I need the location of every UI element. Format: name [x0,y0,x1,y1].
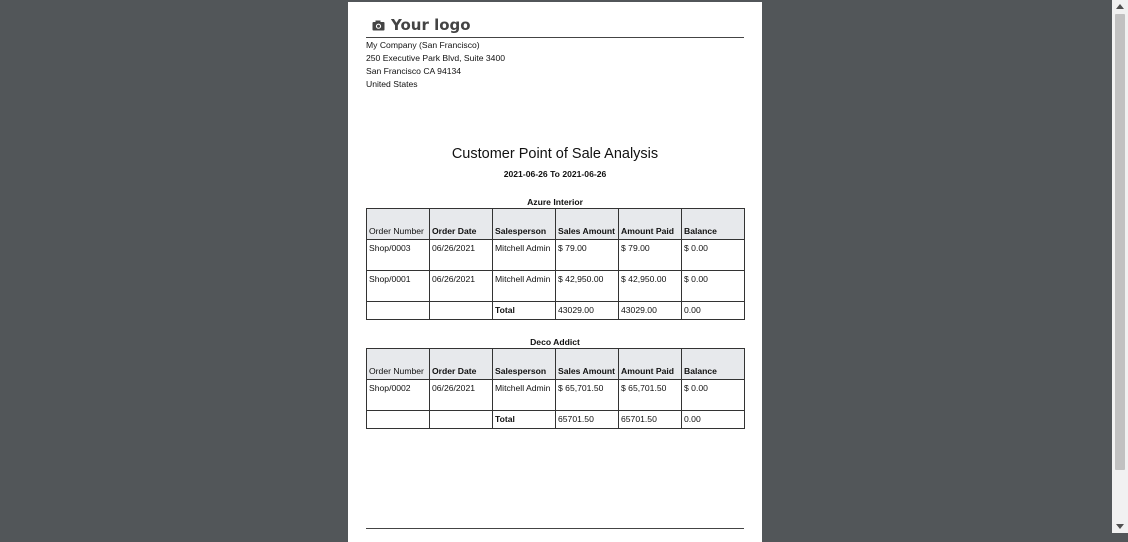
company-logo [372,14,471,36]
order-number: Shop/0003 [367,240,430,271]
salesperson: Mitchell Admin [493,380,556,411]
column-header-salesperson: Salesperson [493,349,556,380]
amount-paid: $ 42,950.00 [619,271,682,302]
customer-orders-table [366,348,745,429]
table-total-row [367,302,745,320]
empty-cell [367,302,430,320]
amount-paid: $ 79.00 [619,240,682,271]
total-label: Total [493,302,556,320]
report-date-range: 2021-06-26 To 2021-06-26 [503,169,607,179]
total-sales-amount: 65701.50 [556,411,619,429]
column-header-order-date: Order Date [430,349,493,380]
table-row [367,380,745,411]
order-number: Shop/0001 [367,271,430,302]
column-header-order-number: Order Number [367,349,430,380]
total-balance: 0.00 [682,411,745,429]
table-row [367,240,745,271]
report-title: Customer Point of Sale Analysis [451,146,659,162]
balance: $ 0.00 [682,271,745,302]
scroll-up-arrow-icon[interactable] [1116,4,1124,9]
table-row [367,271,745,302]
footer-divider [366,528,744,529]
total-sales-amount: 43029.00 [556,302,619,320]
total-amount-paid: 43029.00 [619,302,682,320]
sales-amount: $ 79.00 [556,240,619,271]
customer-name: Azure Interior [527,197,583,207]
sales-amount: $ 65,701.50 [556,380,619,411]
order-date: 06/26/2021 [430,271,493,302]
address-line: 250 Executive Park Blvd, Suite 3400 [366,53,506,63]
column-header-salesperson: Salesperson [493,209,556,240]
amount-paid: $ 65,701.50 [619,380,682,411]
address-line: My Company (San Francisco) [366,40,480,50]
total-label: Total [493,411,556,429]
table-total-row [367,411,745,429]
scrollbar-thumb[interactable] [1115,14,1125,470]
column-header-order-date: Order Date [430,209,493,240]
report-page [348,2,762,542]
header-divider [366,37,744,38]
column-header-sales-amount: Sales Amount [556,209,619,240]
customer-name: Deco Addict [530,337,580,347]
address-line: United States [366,79,418,89]
order-date: 06/26/2021 [430,240,493,271]
total-amount-paid: 65701.50 [619,411,682,429]
order-date: 06/26/2021 [430,380,493,411]
camera-icon [372,20,385,31]
column-header-balance: Balance [682,349,745,380]
customer-orders-table [366,208,745,320]
order-number: Shop/0002 [367,380,430,411]
salesperson: Mitchell Admin [493,271,556,302]
table-header-row [367,209,745,240]
column-header-amount-paid: Amount Paid [619,209,682,240]
salesperson: Mitchell Admin [493,240,556,271]
company-address [366,39,505,91]
balance: $ 0.00 [682,380,745,411]
total-balance: 0.00 [682,302,745,320]
sales-amount: $ 42,950.00 [556,271,619,302]
logo-text: Your logo [391,16,471,34]
vertical-scrollbar[interactable] [1112,0,1128,533]
column-header-sales-amount: Sales Amount [556,349,619,380]
empty-cell [430,302,493,320]
column-header-balance: Balance [682,209,745,240]
scroll-down-arrow-icon[interactable] [1116,524,1124,529]
empty-cell [430,411,493,429]
address-line: San Francisco CA 94134 [366,66,462,76]
empty-cell [367,411,430,429]
table-header-row [367,349,745,380]
column-header-order-number: Order Number [367,209,430,240]
balance: $ 0.00 [682,240,745,271]
column-header-amount-paid: Amount Paid [619,349,682,380]
